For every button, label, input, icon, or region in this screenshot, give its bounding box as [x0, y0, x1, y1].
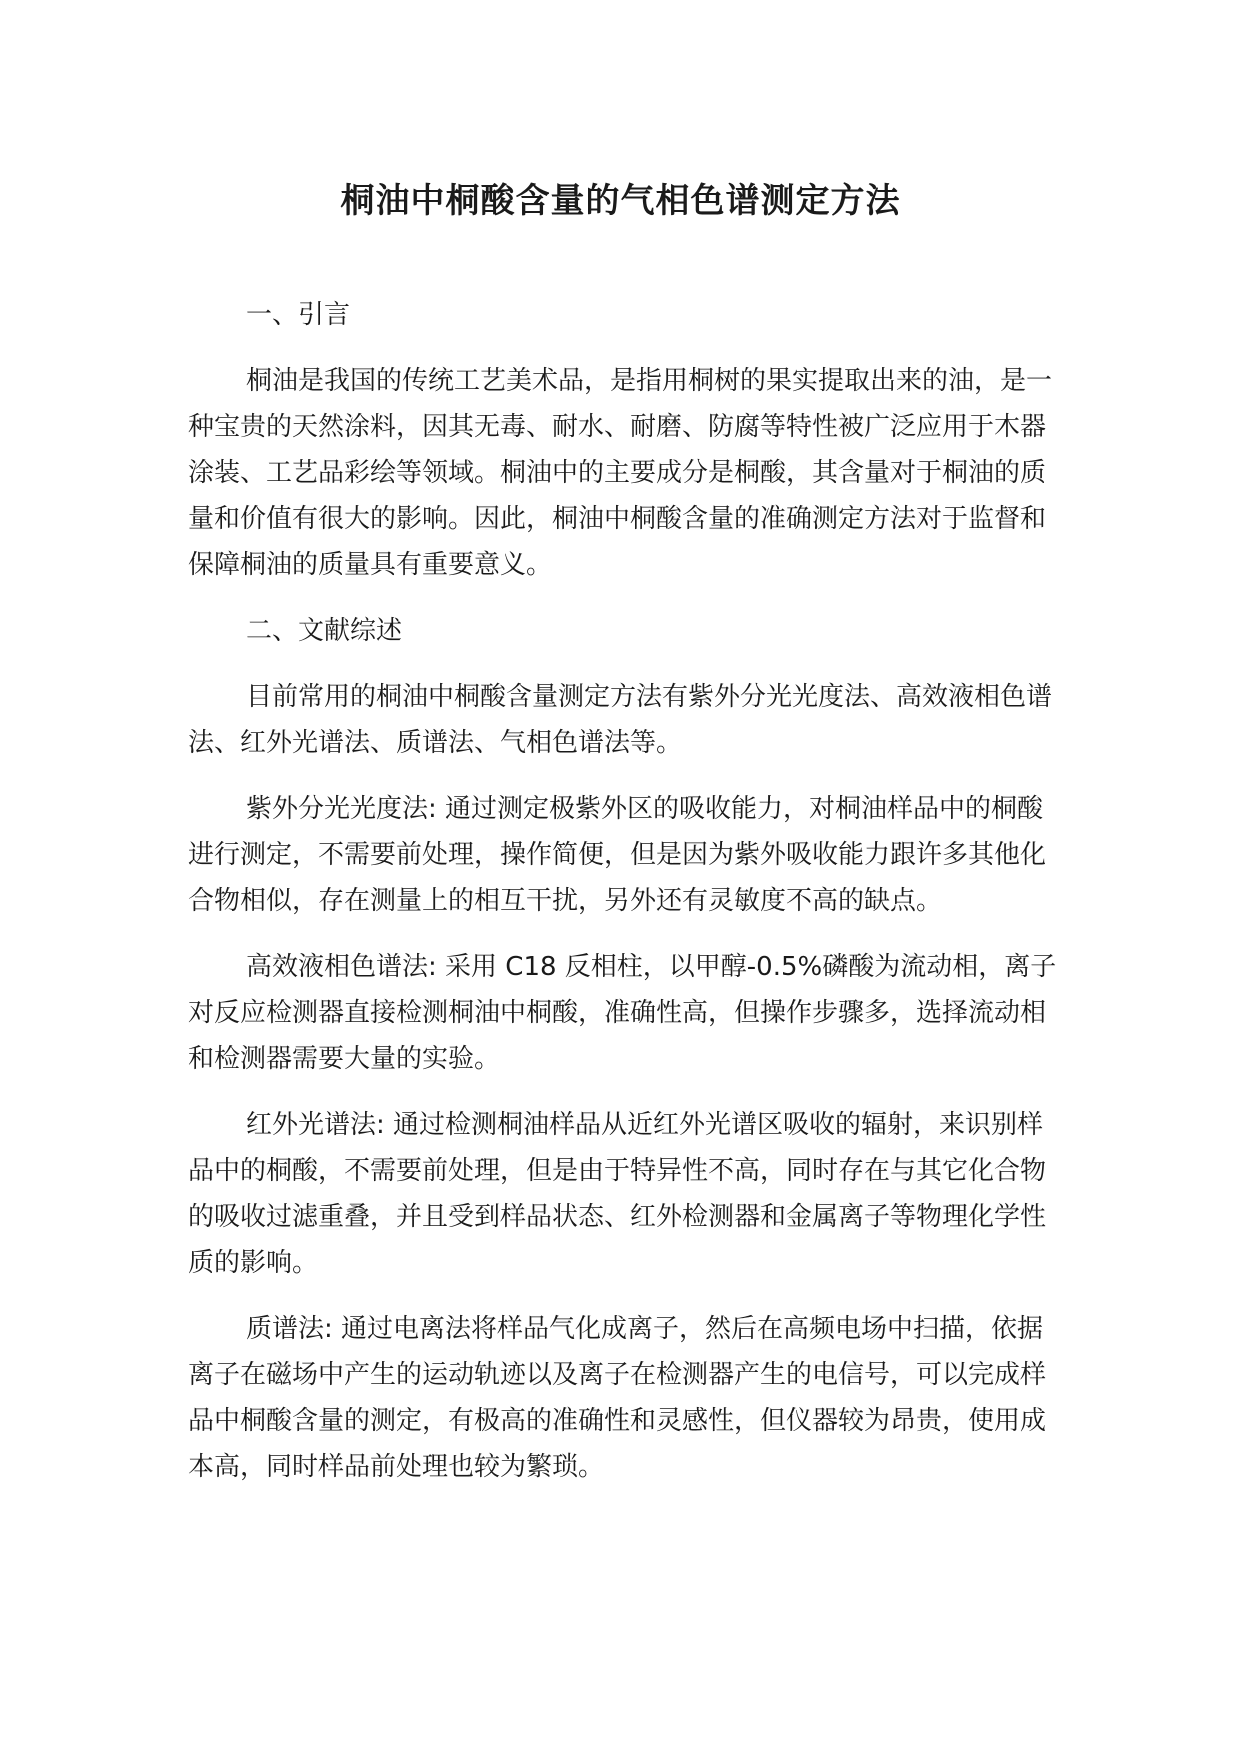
- paragraph-uv-spectrophotometry: 紫外分光光度法: 通过测定极紫外区的吸收能力，对桐油样品中的桐酸进行测定，不需要前处理，操作简便，但是因为紫外吸收能力跟许多其他化合物相似，存在测量上的相互干扰，另外还有灵敏度不高的缺点。: [188, 794, 1047, 916]
- paragraph-infrared-spectroscopy: 红外光谱法: 通过检测桐油样品从近红外光谱区吸收的辐射，来识别样品中的桐酸，不需要前处理，但是由于特异性不高，同时存在与其它化合物的吸收过滤重叠，并且受到样品状态、红外检测器和金属离子等物理化学性质的影响。: [188, 1110, 1047, 1278]
- paragraph-introduction: 桐油是我国的传统工艺美术品，是指用桐树的果实提取出来的油，是一种宝贵的天然涂料，因其无毒、耐水、耐磨、防腐等特性被广泛应用于木器涂装、工艺品彩绘等领域。桐油中的主要成分是桐酸，其含量对于桐油的质量和价值有很大的影响。因此，桐油中桐酸含量的准确测定方法对于监督和保障桐油的质量具有重要意义。: [188, 366, 1053, 580]
- document-body: [188, 292, 1058, 1510]
- document-title: 桐油中桐酸含量的气相色谱测定方法: [340, 181, 901, 221]
- section-heading-introduction: 一、引言: [246, 300, 351, 330]
- section-heading-literature-review: 二、文献综述: [246, 616, 403, 646]
- paragraph-methods-overview: 目前常用的桐油中桐酸含量测定方法有紫外分光光度法、高效液相色谱法、红外光谱法、质谱法、气相色谱法等。: [188, 682, 1053, 758]
- paragraph-mass-spectrometry: 质谱法: 通过电离法将样品气化成离子，然后在高频电场中扫描，依据离子在磁场中产生的运动轨迹以及离子在检测器产生的电信号，可以完成样品中桐酸含量的测定，有极高的准确性和灵感性，但仪器较为昂贵，使用成本高，同时样品前处理也较为繁琐。: [188, 1314, 1047, 1482]
- paragraph-hplc: 高效液相色谱法: 采用 C18 反相柱，以甲醇-0.5%磷酸为流动相，离子对反应检测器直接检测桐油中桐酸，准确性高，但操作步骤多，选择流动相和检测器需要大量的实验。: [188, 952, 1057, 1074]
